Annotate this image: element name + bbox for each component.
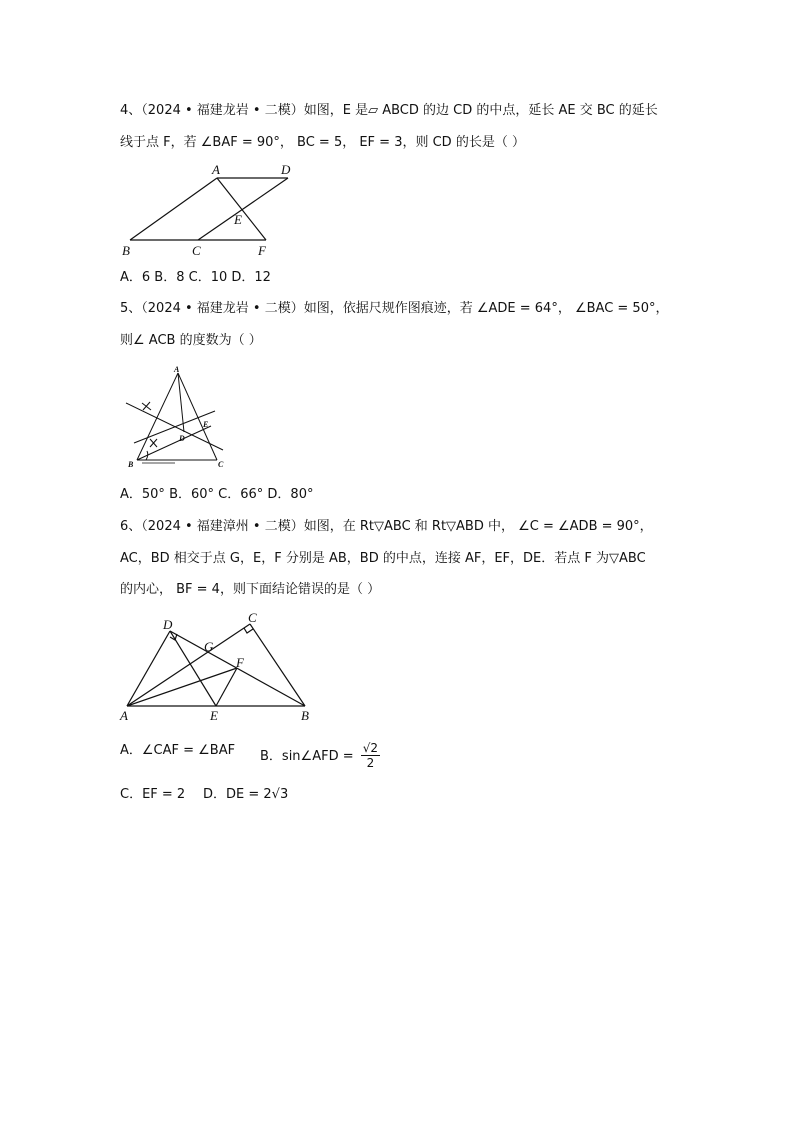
q4-options: A．6 B．8 C．10 D．12 <box>120 270 271 285</box>
q6-triangles-figure <box>115 607 325 725</box>
q6-option-b-numerator: √2 <box>362 741 379 755</box>
q4-stem-line1: 4、（2024 • 福建龙岩 • 二模）如图，E 是▱ ABCD 的边 CD 的中点，延长 AE 交 BC 的延长 <box>120 103 658 118</box>
q4-label-F: F <box>258 243 266 258</box>
q4-parallelogram-figure <box>118 160 303 258</box>
q6-right-angle-C <box>244 628 253 633</box>
q6-label-C: C <box>248 610 257 625</box>
q6-option-b-prefix: B．sin∠AFD = <box>260 749 354 764</box>
q6-option-c: C．EF = 2 <box>120 787 186 802</box>
q5-label-E: E <box>203 420 209 429</box>
q4-label-E: E <box>234 212 242 227</box>
q5-segment-AC <box>178 373 217 460</box>
q4-label-C: C <box>192 243 201 258</box>
q5-stem-line2: 则∠ ACB 的度数为（ ） <box>120 333 262 348</box>
q5-stem-line1: 5、（2024 • 福建龙岩 • 二模）如图，依据尺规作图痕迹，若 ∠ADE = 64°， ∠BAC = 50°， <box>120 301 669 316</box>
q5-label-D: D <box>179 434 185 443</box>
q4-label-D: D <box>281 162 291 177</box>
q4-label-A: A <box>212 162 220 177</box>
q6-segment-CB <box>250 624 305 706</box>
q6-label-G: G <box>204 639 214 654</box>
q6-stem-line2: AC，BD 相交于点 G，E，F 分别是 AB，BD 的中点，连接 AF，EF，DE．若点 F 为▽ABC <box>120 551 646 566</box>
q6-label-E: E <box>210 708 218 723</box>
q4-segment-AF <box>217 178 266 240</box>
q6-option-b-fraction <box>361 741 380 770</box>
q5-options: A．50° B．60° C．66° D．80° <box>120 487 314 502</box>
q6-stem-line1: 6、（2024 • 福建漳州 • 二模）如图，在 Rt▽ABC 和 Rt▽ABD 中， ∠C = ∠ADB = 90°， <box>120 519 653 534</box>
q4-label-B: B <box>122 243 130 258</box>
q6-label-D: D <box>163 617 173 632</box>
q4-segment-AB <box>130 178 217 240</box>
q6-label-F: F <box>236 655 244 670</box>
q6-stem-line3: 的内心， BF = 4，则下面结论错误的是（ ） <box>120 582 381 597</box>
q5-construction-figure <box>120 363 235 475</box>
q6-label-B: B <box>301 708 309 723</box>
q5-label-B: B <box>128 460 134 469</box>
q6-option-b-denominator: 2 <box>366 756 375 770</box>
q4-stem-line2: 线于点 F，若 ∠BAF = 90°， BC = 5， EF = 3，则 CD 的长是（ ） <box>120 135 525 150</box>
q6-segment-AF <box>127 668 237 706</box>
q6-option-d: D．DE = 2√3 <box>203 787 289 802</box>
q5-segment-AB <box>137 373 178 460</box>
q6-segment-AD <box>127 631 170 706</box>
q6-option-a: A．∠CAF = ∠BAF <box>120 743 236 758</box>
q4-segment-DC <box>198 178 288 240</box>
q6-label-A: A <box>120 708 128 723</box>
q6-option-b <box>260 742 380 771</box>
q5-label-A: A <box>174 365 180 374</box>
q5-label-C: C <box>218 460 224 469</box>
